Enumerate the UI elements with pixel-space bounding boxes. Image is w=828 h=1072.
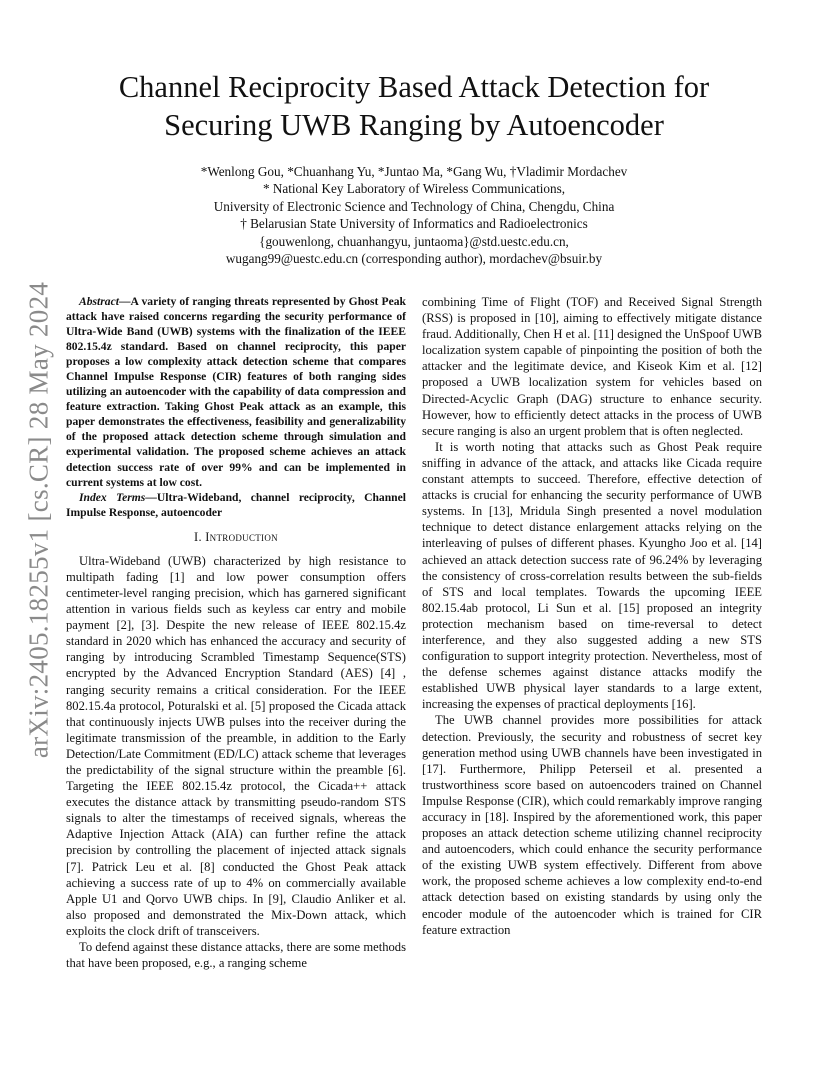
right-column [422, 294, 762, 938]
intro-paragraph-2: To defend against these distance attacks, there are some methods that have been proposed, e.g., a ranging scheme [66, 940, 406, 971]
intro-paragraph-2-cont: combining Time of Flight (TOF) and Received Signal Strength (RSS) is proposed in [10], aiming to effectively mitigate distance fraud. Additionally, Chen H et al. [11] designed the UnSpoof UWB localization system capable of pinpointing the position of both the attacker and the legitimate device, and Kiseok Kim et al. [12] proposed a UWB localization system for vehicles based on Directed-Acyclic Graph (DAG) structure to enhance security. However, how to efficiently detect attacks in the process of UWB secure ranging is also an urgent problem that is often neglected. [422, 295, 762, 438]
title-line-2: Securing UWB Ranging by Autoencoder [164, 108, 664, 142]
index-terms [66, 490, 406, 520]
index-terms-label: Index Terms [79, 490, 146, 504]
affiliation-1b: University of Electronic Science and Technology of China, Chengdu, China [213, 198, 615, 214]
left-column [66, 294, 406, 971]
abstract [66, 294, 406, 490]
abstract-text: A variety of ranging threats represented by Ghost Peak attack have raised concerns regarding the security performance of Ultra-Wide Band (UWB) systems with the finalization of the IEEE 802.15.4z standard. Based on channel reciprocity, this paper proposes a low complexity attack detection scheme that compares Channel Impulse Response (CIR) features of both ranging sides utilizing an autoencoder with the capability of data compression and feature extraction. Taking Ghost Peak attack as an example, this paper demonstrates the effectiveness, feasibility and generalizability of the proposed attack detection scheme through simulation and experimental validation. The proposed scheme achieves an attack detection success rate of over 99% and can be implemented in current systems at low cost. [66, 295, 406, 489]
author-names: *Wenlong Gou, *Chuanhang Yu, *Juntao Ma, *Gang Wu, †Vladimir Mordachev [200, 164, 628, 179]
intro-paragraph-1: Ultra-Wideband (UWB) characterized by high resistance to multipath fading [1] and low power consumption offers centimeter-level ranging precision, which has garnered significant attention in various fields such as keyless car entry and mobile payment [2], [3]. Despite the new release of IEEE 802.15.4z standard in 2020 which has enhanced the accuracy and security of ranging by introducing Scrambled Timestamp Sequence(STS) encrypted by the Advanced Encryption Standard (AES) [4] , ranging security remains a critical consideration. For the IEEE 802.15.4a protocol, Poturalski et al. [5] proposed the Cicada attack that continuously injects UWB pulses into the receiver during the legitimate transmission of the preamble, in addition to the Early Detection/Late Commitment (ED/LC) attack scheme that leverages the predictability of the signal structure within the preamble [6]. Targeting the IEEE 802.15.4z protocol, the Cicada++ attack executes the distance attack by transmitting pseudo-random STS signals to alter the timestamps of received signals, whereas the Adaptive Injection Attack (AIA) can further refine the attack precision by controlling the placement of injected attack signals [7]. Patrick Leu et al. [8] conducted the Ghost Peak attack achieving a success rate of up to 4% on commercially available Apple U1 and Qorvo UWB chips. In [9], Claudio Anliker et al. also proposed and demonstrated the Mix-Down attack, which exploits the clock drift of transceivers. [66, 553, 406, 938]
emails-2: wugang99@uestc.edu.cn (corresponding author), mordachev@bsuir.by [225, 251, 603, 267]
affiliation-2: † Belarusian State University of Informatics and Radioelectronics [240, 216, 588, 232]
section-heading-introduction: I. Introduction [194, 529, 278, 544]
paper-title [60, 68, 768, 144]
author-block [120, 163, 708, 267]
intro-paragraph-3: It is worth noting that attacks such as Ghost Peak require sniffing in advance of the attack, and attacks like Cicada require constant attempts to succeed. Therefore, effective detection of attacks is crucial for enhancing the security performance of UWB systems. In [13], Mridula Singh presented a novel modulation technique to detect distance enlargement attacks relying on the interleaving of pulses of different phases. Kyungho Joo et al. [14] achieved an attack detection success rate of 96.24% by leveraging the consistency of cross-correlation results between the sub-fields of STS and local templates. Towards the upcoming IEEE 802.15.4ab protocol, Li Sun et al. [15] proposed an integrity protection mechanism based on time-reversal to detect interference, and they also suggested adding a new STS configuration to support integrity protection. Nevertheless, most of the defense schemes against distance attacks modify the established UWB physical layer standards to a large extent, increasing the expenses of practical deployments [16]. [422, 439, 762, 712]
title-line-1: Channel Reciprocity Based Attack Detection for [118, 70, 710, 104]
arxiv-sidebar [14, 260, 64, 780]
arxiv-identifier: arXiv:2405.18255v1 [cs.CR] 28 May 2024 [23, 281, 54, 759]
affiliation-1a: * National Key Laboratory of Wireless Communications, [262, 181, 566, 197]
emails-1: {gouwenlong, chuanhangyu, juntaoma}@std.uestc.edu.cn, [259, 233, 569, 249]
intro-paragraph-4: The UWB channel provides more possibilities for attack detection. Previously, the security and robustness of secret key generation method using UWB channels have been investigated in [17]. Furthermore, Philipp Peterseil et al. presented a trustworthiness score based on autoencoders trained on Channel Impulse Response (CIR), which could remarkably improve ranging accuracy in [18]. Inspired by the aforementioned work, this paper proposes an attack detection scheme utilizing channel reciprocity and autoencoders, which could enhance the security performance of the existing UWB system effectively. Different from above work, the proposed scheme achieves a low complexity end-to-end attack detection based on existing standards by using only the encoder module of the autoencoder which is trained for CIR feature extraction [422, 713, 762, 937]
abstract-label: Abstract— [79, 295, 131, 308]
index-terms-text: —Ultra-Wideband, channel reciprocity, Channel Impulse Response, autoencoder [66, 490, 406, 519]
